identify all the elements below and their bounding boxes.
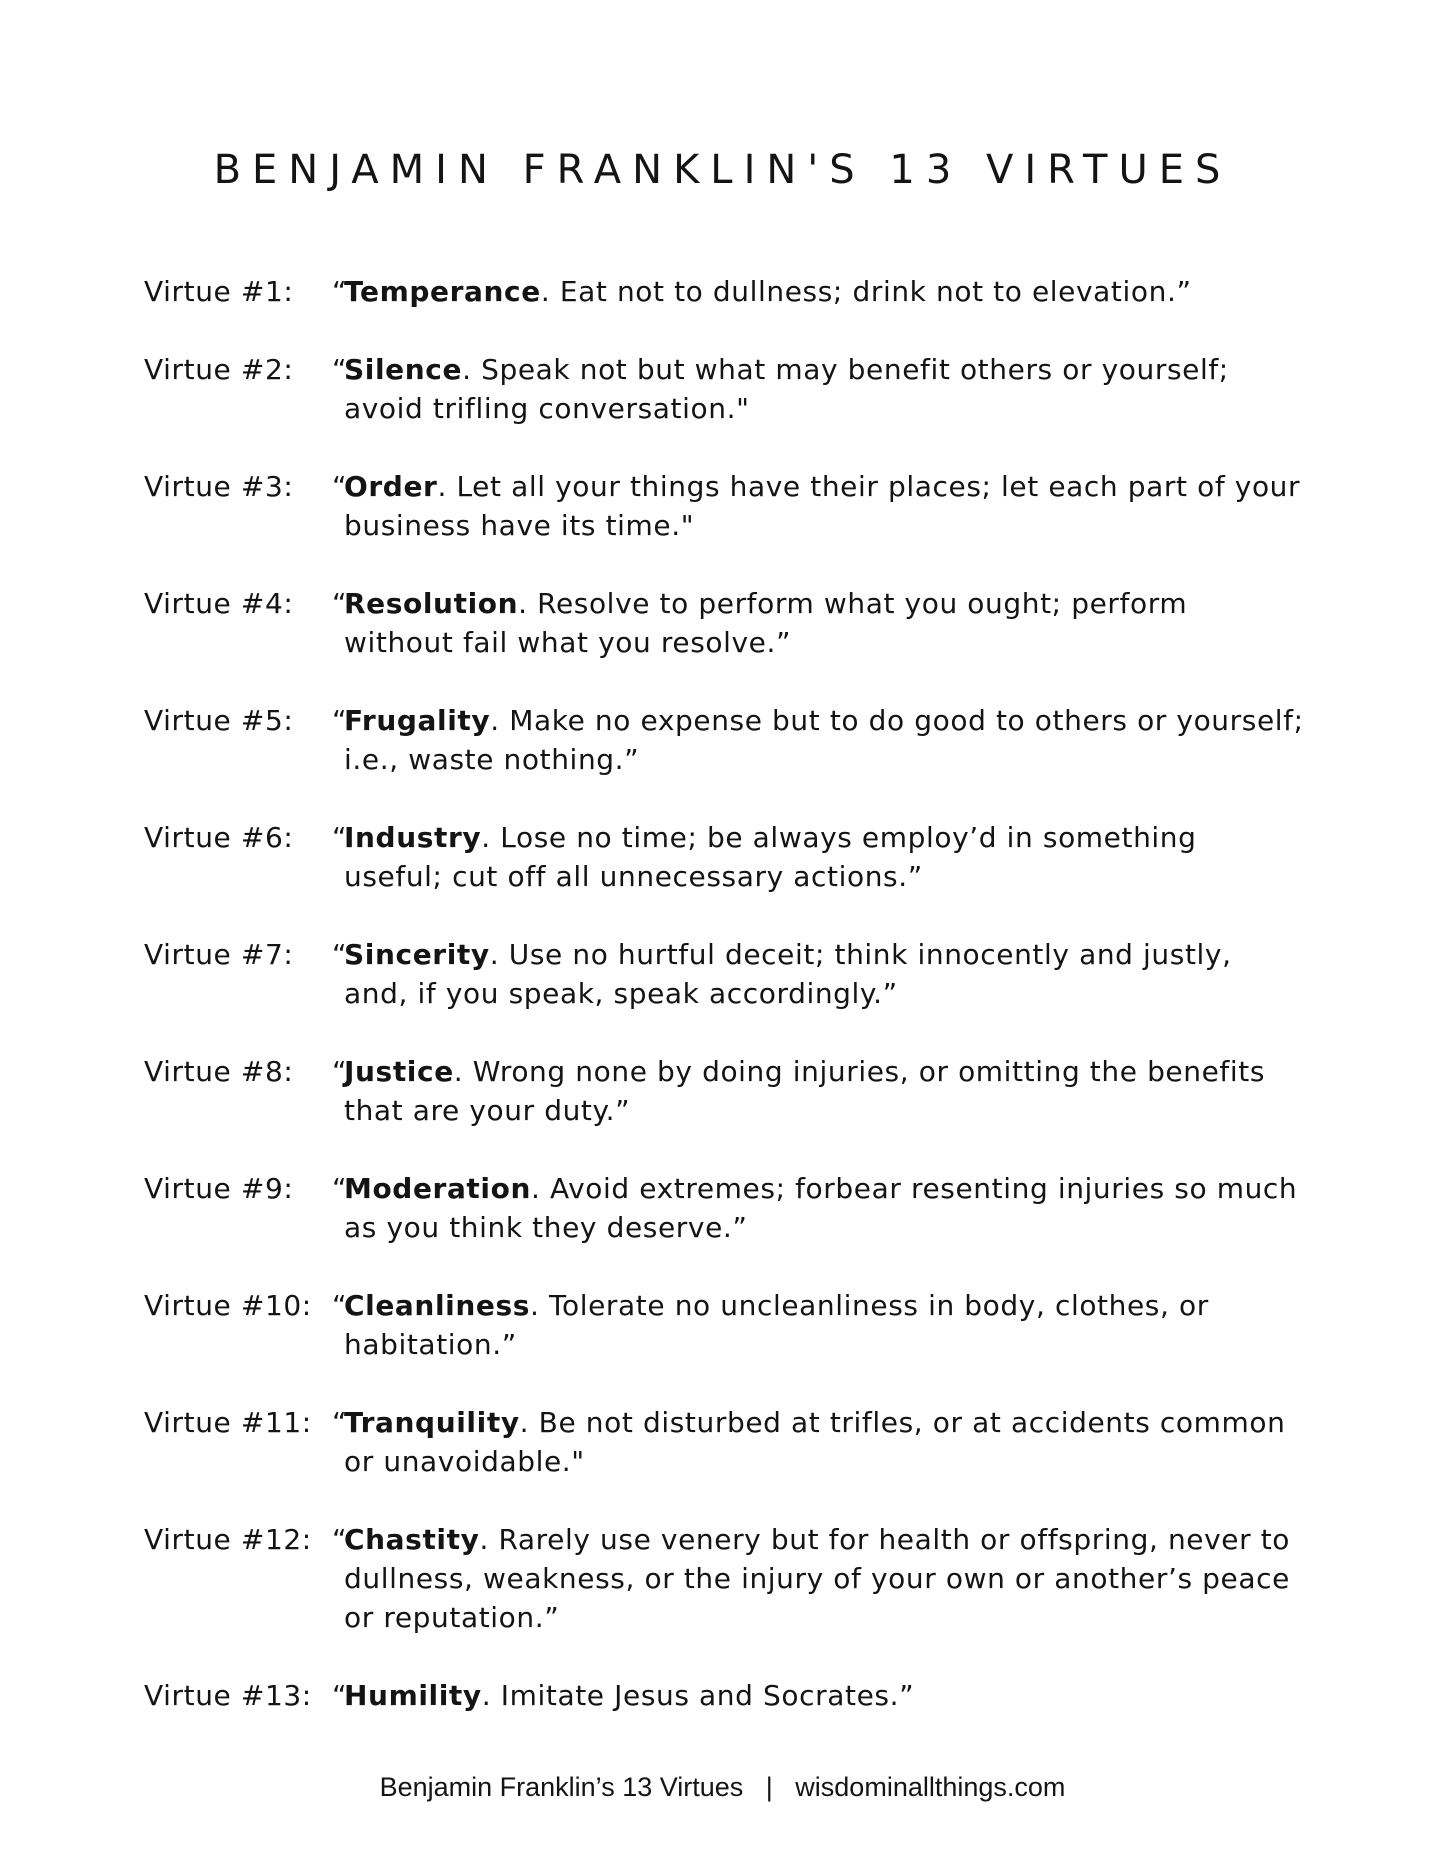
open-quote-mark: “ xyxy=(332,704,348,737)
virtue-quote xyxy=(332,1169,1304,1247)
open-quote-mark: “ xyxy=(332,938,348,971)
virtue-quote xyxy=(332,584,1304,662)
virtue-description: . Use no hurtful deceit; think innocently and justly, and, if you speak, speak accordingly.” xyxy=(344,938,1232,1010)
virtue-description: . Eat not to dullness; drink not to elevation.” xyxy=(540,275,1192,308)
virtue-description: . Resolve to perform what you ought; perform without fail what you resolve.” xyxy=(344,587,1188,659)
virtue-name: Silence xyxy=(344,353,463,386)
virtue-quote xyxy=(332,701,1304,779)
open-quote-mark: “ xyxy=(332,1679,348,1712)
page-footer: Benjamin Franklin’s 13 Virtues | wisdominallthings.com xyxy=(379,1772,1066,1802)
virtue-quote xyxy=(332,1676,1304,1715)
virtue-description: . Let all your things have their places; let each part of your business have its time." xyxy=(344,470,1301,542)
open-quote-mark: “ xyxy=(332,1523,348,1556)
virtue-label: Virtue #2: xyxy=(144,353,294,386)
open-quote-mark: “ xyxy=(332,1172,348,1205)
virtue-label: Virtue #1: xyxy=(144,275,294,308)
open-quote-mark: “ xyxy=(332,470,348,503)
open-quote-mark: “ xyxy=(332,353,348,386)
virtue-description: . Tolerate no uncleanliness in body, clothes, or habitation.” xyxy=(344,1289,1209,1361)
virtue-name: Humility xyxy=(344,1679,482,1712)
open-quote-mark: “ xyxy=(332,1406,348,1439)
virtue-name: Sincerity xyxy=(344,938,490,971)
virtue-description: . Imitate Jesus and Socrates.” xyxy=(481,1679,915,1712)
virtue-quote xyxy=(332,1286,1304,1364)
virtue-label: Virtue #10: xyxy=(144,1289,312,1322)
virtue-quote xyxy=(332,818,1304,896)
virtue-name: Industry xyxy=(344,821,482,854)
virtue-label: Virtue #6: xyxy=(144,821,294,854)
virtue-label: Virtue #9: xyxy=(144,1172,294,1205)
virtue-label: Virtue #11: xyxy=(144,1406,312,1439)
virtue-name: Temperance xyxy=(344,275,541,308)
open-quote-mark: “ xyxy=(332,1289,348,1322)
virtue-description: . Speak not but what may benefit others or yourself; avoid trifling conversation." xyxy=(344,353,1229,425)
virtue-quote xyxy=(332,1052,1304,1130)
virtue-name: Order xyxy=(344,470,438,503)
virtue-name: Chastity xyxy=(344,1523,480,1556)
virtue-quote xyxy=(332,935,1304,1013)
virtue-row xyxy=(144,1286,1304,1364)
virtue-row xyxy=(144,1169,1304,1247)
virtue-row xyxy=(144,467,1304,545)
virtue-row xyxy=(144,1052,1304,1130)
virtue-row xyxy=(144,350,1304,428)
virtue-label: Virtue #3: xyxy=(144,470,294,503)
virtue-label: Virtue #12: xyxy=(144,1523,312,1556)
virtue-description: . Be not disturbed at trifles, or at accidents common or unavoidable." xyxy=(344,1406,1286,1478)
virtue-name: Cleanliness xyxy=(344,1289,531,1322)
virtue-name: Moderation xyxy=(344,1172,531,1205)
virtue-row xyxy=(144,1403,1304,1481)
virtue-name: Tranquility xyxy=(344,1406,520,1439)
open-quote-mark: “ xyxy=(332,821,348,854)
virtue-label: Virtue #4: xyxy=(144,587,294,620)
virtue-name: Frugality xyxy=(344,704,491,737)
virtue-description: . Rarely use venery but for health or offspring, never to dullness, weakness, or the injury of your own or another’s peace or reputation.” xyxy=(344,1523,1291,1634)
virtue-description: . Avoid extremes; forbear resenting injuries so much as you think they deserve.” xyxy=(344,1172,1298,1244)
virtue-list xyxy=(144,272,1304,1754)
virtue-row xyxy=(144,584,1304,662)
virtue-row xyxy=(144,272,1304,311)
open-quote-mark: “ xyxy=(332,1055,348,1088)
page-title: BENJAMIN FRANKLIN'S 13 VIRTUES xyxy=(213,147,1232,193)
virtue-row xyxy=(144,935,1304,1013)
virtue-row xyxy=(144,701,1304,779)
virtue-label: Virtue #13: xyxy=(144,1679,312,1712)
virtue-row xyxy=(144,1676,1304,1715)
virtue-label: Virtue #7: xyxy=(144,938,294,971)
virtue-description: . Make no expense but to do good to others or yourself; i.e., waste nothing.” xyxy=(344,704,1304,776)
virtue-name: Justice xyxy=(344,1055,454,1088)
virtue-row xyxy=(144,1520,1304,1637)
virtue-description: . Lose no time; be always employ’d in something useful; cut off all unnecessary actions.” xyxy=(344,821,1197,893)
virtue-quote xyxy=(332,350,1304,428)
virtue-row xyxy=(144,818,1304,896)
virtue-description: . Wrong none by doing injuries, or omitting the benefits that are your duty.” xyxy=(344,1055,1266,1127)
virtue-name: Resolution xyxy=(344,587,519,620)
virtue-label: Virtue #5: xyxy=(144,704,294,737)
virtue-quote xyxy=(332,1403,1304,1481)
virtue-quote xyxy=(332,467,1304,545)
virtue-label: Virtue #8: xyxy=(144,1055,294,1088)
virtue-quote xyxy=(332,272,1304,311)
virtue-quote xyxy=(332,1520,1304,1637)
open-quote-mark: “ xyxy=(332,275,348,308)
open-quote-mark: “ xyxy=(332,587,348,620)
